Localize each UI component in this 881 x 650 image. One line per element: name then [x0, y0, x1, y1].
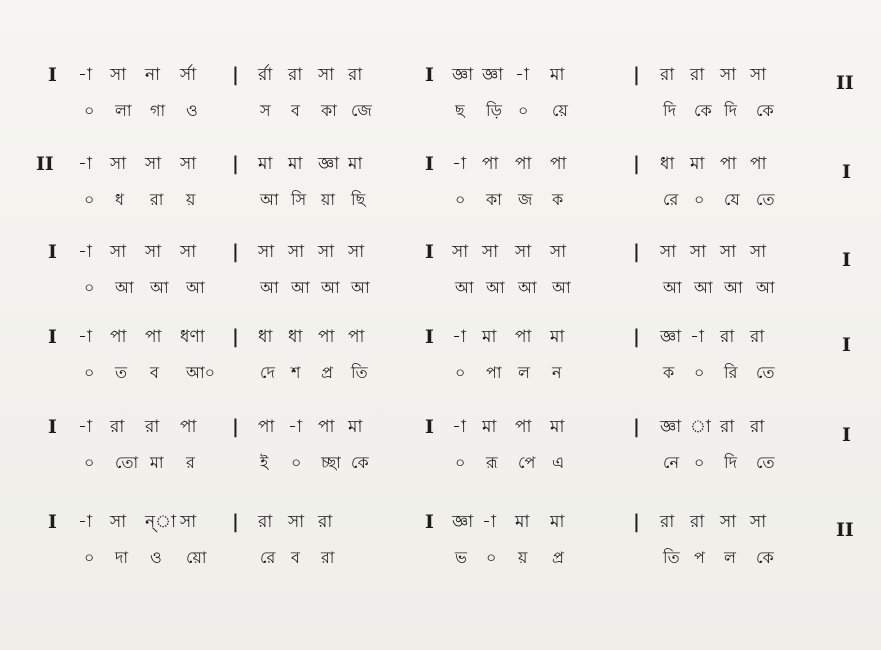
lyric-syllable: র: [186, 453, 195, 472]
swara-note: পা: [515, 154, 532, 174]
lyric-syllable: জ: [518, 190, 533, 209]
lyric-syllable: আ: [321, 278, 340, 297]
lyric-syllable: ০: [291, 453, 302, 472]
swara-note: রা: [660, 65, 675, 85]
lyric-syllable: তো: [115, 453, 139, 472]
swara-note: ন্‌া: [145, 512, 176, 532]
swara-note: সা: [750, 65, 767, 85]
swara-note: মা: [482, 327, 497, 347]
swara-note: সা: [110, 242, 127, 262]
lyric-syllable: গা: [150, 101, 166, 120]
swara-note: রা: [318, 512, 333, 532]
swara-note: -া: [78, 327, 92, 347]
start-barline: I: [48, 64, 57, 86]
barline: |: [232, 241, 239, 263]
barline: |: [232, 416, 239, 438]
swara-note: ধা: [258, 327, 273, 347]
swara-note: পা: [482, 154, 499, 174]
swara-note: সা: [515, 242, 532, 262]
lyric-syllable: তে: [756, 363, 775, 382]
swara-note: -া: [515, 65, 529, 85]
lyric-row: [0, 94, 881, 128]
lyric-syllable: আ: [291, 278, 310, 297]
lyric-syllable: ব: [150, 363, 159, 382]
lyric-syllable: ০: [84, 101, 95, 120]
lyric-syllable: লা: [115, 101, 132, 120]
swara-note: -া: [690, 327, 704, 347]
lyric-syllable: ০: [455, 453, 466, 472]
swara-note: মা: [550, 65, 565, 85]
swara-note: সা: [690, 242, 707, 262]
swara-note: পা: [145, 327, 162, 347]
barline: I: [425, 64, 434, 86]
lyric-syllable: রে: [260, 548, 276, 567]
lyric-syllable: আ: [150, 278, 169, 297]
lyric-row: [0, 356, 881, 390]
swara-note: সা: [145, 154, 162, 174]
swara-note: সা: [288, 242, 305, 262]
swara-note: র্রা: [258, 65, 273, 85]
swara-note: জ্ঞা: [452, 65, 474, 85]
lyric-syllable: আ: [518, 278, 537, 297]
swara-note: রা: [750, 417, 765, 437]
barline: I: [425, 241, 434, 263]
swara-note: মা: [348, 417, 363, 437]
lyric-syllable: তে: [756, 453, 775, 472]
swara-note: জ্ঞা: [482, 65, 504, 85]
swara-note: া: [690, 417, 711, 437]
swara-note: জ্ঞা: [660, 327, 682, 347]
swara-note: সা: [258, 242, 275, 262]
swara-note: -া: [78, 242, 92, 262]
lyric-syllable: পা: [486, 363, 502, 382]
lyric-syllable: ক: [663, 363, 675, 382]
end-barline: II: [836, 72, 854, 94]
lyric-syllable: আ: [115, 278, 134, 297]
lyric-syllable: দি: [724, 101, 737, 120]
end-barline: I: [842, 424, 851, 446]
swara-row: [0, 505, 881, 539]
swara-note: -া: [452, 417, 466, 437]
swara-note: সা: [180, 512, 197, 532]
swara-note: সা: [348, 242, 365, 262]
lyric-syllable: রে: [663, 190, 679, 209]
swara-note: -া: [78, 512, 92, 532]
swara-note: সা: [180, 154, 197, 174]
swara-note: সা: [750, 512, 767, 532]
swara-note: জ্ঞা: [452, 512, 474, 532]
lyric-syllable: ০: [455, 190, 466, 209]
swara-note: -া: [482, 512, 496, 532]
swara-note: মা: [482, 417, 497, 437]
lyric-syllable: ল: [724, 548, 736, 567]
swara-note: -া: [78, 154, 92, 174]
barline: |: [232, 153, 239, 175]
lyric-syllable: কে: [694, 101, 712, 120]
barline: I: [425, 326, 434, 348]
swara-note: রা: [690, 65, 705, 85]
lyric-syllable: ০: [486, 548, 497, 567]
lyric-syllable: ড়ি: [486, 101, 503, 120]
swara-note: না: [145, 65, 161, 85]
barline: |: [232, 326, 239, 348]
lyric-syllable: ০: [84, 278, 95, 297]
notation-line: [0, 147, 881, 227]
swara-note: পা: [258, 417, 275, 437]
lyric-syllable: ধ: [115, 190, 124, 209]
swara-note: সা: [720, 65, 737, 85]
swara-note: পা: [180, 417, 197, 437]
lyric-syllable: রা: [321, 548, 335, 567]
barline: |: [633, 64, 640, 86]
lyric-row: [0, 446, 881, 480]
lyric-syllable: কা: [486, 190, 502, 209]
lyric-syllable: আ০: [186, 363, 216, 382]
lyric-syllable: পে: [518, 453, 536, 472]
lyric-row: [0, 541, 881, 575]
swara-note: -া: [78, 417, 92, 437]
swara-note: রা: [720, 327, 735, 347]
swara-note: পা: [318, 417, 335, 437]
lyric-syllable: কে: [756, 101, 774, 120]
swara-note: -া: [452, 327, 466, 347]
swara-note: রা: [660, 512, 675, 532]
barline: I: [425, 416, 434, 438]
lyric-syllable: কা: [321, 101, 337, 120]
swara-row: [0, 235, 881, 269]
lyric-syllable: দি: [663, 101, 676, 120]
lyric-syllable: ত: [115, 363, 128, 382]
lyric-syllable: দা: [115, 548, 129, 567]
swara-note: সা: [660, 242, 677, 262]
lyric-syllable: তি: [663, 548, 680, 567]
barline: |: [633, 416, 640, 438]
lyric-syllable: আ: [186, 278, 205, 297]
lyric-syllable: সি: [291, 190, 307, 209]
lyric-syllable: মা: [150, 453, 164, 472]
barline: |: [633, 241, 640, 263]
lyric-syllable: ০: [518, 101, 529, 120]
lyric-syllable: তি: [351, 363, 368, 382]
lyric-syllable: প: [694, 548, 705, 567]
lyric-syllable: ল: [518, 363, 530, 382]
swara-note: পা: [318, 327, 335, 347]
lyric-syllable: আ: [260, 190, 279, 209]
swara-note: রা: [258, 512, 273, 532]
swara-note: সা: [110, 65, 127, 85]
swara-row: [0, 410, 881, 444]
lyric-row: [0, 271, 881, 305]
lyric-syllable: আ: [756, 278, 775, 297]
swara-note: মা: [288, 154, 303, 174]
barline: |: [633, 511, 640, 533]
lyric-syllable: আ: [260, 278, 279, 297]
swara-note: ধা: [288, 327, 303, 347]
swara-note: সা: [550, 242, 567, 262]
swara-note: জ্ঞা: [318, 154, 340, 174]
barline: |: [633, 326, 640, 348]
lyric-syllable: দি: [724, 453, 737, 472]
lyric-syllable: আ: [351, 278, 370, 297]
barline: I: [425, 153, 434, 175]
lyric-syllable: আ: [486, 278, 505, 297]
swara-note: পা: [550, 154, 567, 174]
swara-note: সা: [750, 242, 767, 262]
notation-line: [0, 505, 881, 585]
swara-note: মা: [550, 327, 565, 347]
swara-note: ধণা: [180, 327, 205, 347]
swara-note: মা: [550, 512, 565, 532]
start-barline: II: [36, 153, 54, 175]
lyric-syllable: ০: [455, 363, 466, 382]
swara-note: মা: [515, 512, 530, 532]
lyric-syllable: প্র: [552, 548, 564, 567]
lyric-syllable: জে: [351, 101, 372, 120]
lyric-syllable: য়ে: [552, 101, 568, 120]
lyric-syllable: শ: [291, 363, 301, 382]
lyric-syllable: ০: [694, 453, 705, 472]
lyric-syllable: য়ো: [186, 548, 207, 567]
swara-note: মা: [550, 417, 565, 437]
swara-note: সা: [720, 512, 737, 532]
lyric-syllable: আ: [455, 278, 474, 297]
start-barline: I: [48, 416, 57, 438]
swara-note: রা: [750, 327, 765, 347]
swara-note: পা: [720, 154, 737, 174]
start-barline: I: [48, 241, 57, 263]
lyric-syllable: স: [260, 101, 271, 120]
start-barline: I: [48, 326, 57, 348]
notation-line: [0, 235, 881, 315]
swara-note: পা: [750, 154, 767, 174]
swara-note: পা: [110, 327, 127, 347]
end-barline: I: [842, 334, 851, 356]
swara-note: রা: [145, 417, 160, 437]
swara-note: পা: [515, 417, 532, 437]
lyric-syllable: ছি: [351, 190, 366, 209]
swara-note: সা: [145, 242, 162, 262]
lyric-syllable: ব: [291, 548, 300, 567]
barline: |: [633, 153, 640, 175]
lyric-syllable: ০: [84, 363, 95, 382]
swara-row: [0, 147, 881, 181]
swara-note: সা: [720, 242, 737, 262]
swara-note: মা: [258, 154, 273, 174]
end-barline: II: [836, 519, 854, 541]
lyric-syllable: কে: [756, 548, 774, 567]
start-barline: I: [48, 511, 57, 533]
lyric-syllable: কে: [351, 453, 369, 472]
swara-note: সা: [318, 242, 335, 262]
swara-note: রা: [288, 65, 303, 85]
swara-note: সা: [110, 512, 127, 532]
lyric-syllable: ০: [84, 548, 95, 567]
lyric-syllable: আ: [724, 278, 743, 297]
swara-row: [0, 58, 881, 92]
lyric-syllable: যে: [724, 190, 740, 209]
swara-note: সা: [180, 242, 197, 262]
notation-line: [0, 320, 881, 400]
lyric-syllable: ভ: [455, 548, 467, 567]
swara-note: পা: [515, 327, 532, 347]
lyric-syllable: রা: [150, 190, 164, 209]
lyric-syllable: ও: [186, 101, 198, 120]
swara-note: -া: [78, 65, 92, 85]
lyric-syllable: ও: [150, 548, 162, 567]
lyric-syllable: প্র: [321, 363, 333, 382]
swara-note: সা: [110, 154, 127, 174]
swara-note: পা: [348, 327, 365, 347]
lyric-syllable: ন: [552, 363, 562, 382]
swara-note: -া: [288, 417, 302, 437]
lyric-syllable: ক: [552, 190, 564, 209]
lyric-syllable: য়: [186, 190, 196, 209]
swara-note: রা: [348, 65, 363, 85]
lyric-syllable: চ্ছা: [321, 453, 341, 472]
swara-note: -া: [452, 154, 466, 174]
lyric-syllable: ই: [260, 453, 269, 472]
lyric-syllable: রূ: [486, 453, 498, 472]
lyric-syllable: রি: [724, 363, 738, 382]
swara-note: জ্ঞা: [660, 417, 682, 437]
lyric-syllable: ছ: [455, 101, 465, 120]
lyric-syllable: তে: [756, 190, 775, 209]
barline: |: [232, 64, 239, 86]
swara-row: [0, 320, 881, 354]
lyric-syllable: ০: [84, 453, 95, 472]
lyric-syllable: ০: [694, 363, 705, 382]
lyric-syllable: দে: [260, 363, 275, 382]
barline: I: [425, 511, 434, 533]
swara-note: রা: [690, 512, 705, 532]
swara-note: সা: [318, 65, 335, 85]
swara-note: রা: [720, 417, 735, 437]
lyric-syllable: য়া: [321, 190, 336, 209]
notation-line: [0, 410, 881, 490]
lyric-syllable: এ: [552, 453, 565, 472]
lyric-syllable: আ: [552, 278, 571, 297]
swara-note: মা: [690, 154, 705, 174]
notation-line: [0, 58, 881, 138]
swara-note: ধা: [660, 154, 675, 174]
swara-note: সা: [482, 242, 499, 262]
barline: |: [232, 511, 239, 533]
lyric-syllable: আ: [694, 278, 713, 297]
lyric-syllable: নে: [663, 453, 680, 472]
lyric-syllable: য়: [518, 548, 528, 567]
swara-note: সা: [452, 242, 469, 262]
end-barline: I: [842, 249, 851, 271]
lyric-row: [0, 183, 881, 217]
lyric-syllable: ব: [291, 101, 300, 120]
swara-note: রা: [110, 417, 125, 437]
swara-note: মা: [348, 154, 363, 174]
lyric-syllable: ০: [694, 190, 705, 209]
lyric-syllable: আ: [663, 278, 682, 297]
swara-note: র্সা: [180, 65, 197, 85]
end-barline: I: [842, 161, 851, 183]
lyric-syllable: ০: [84, 190, 95, 209]
swara-note: সা: [288, 512, 305, 532]
